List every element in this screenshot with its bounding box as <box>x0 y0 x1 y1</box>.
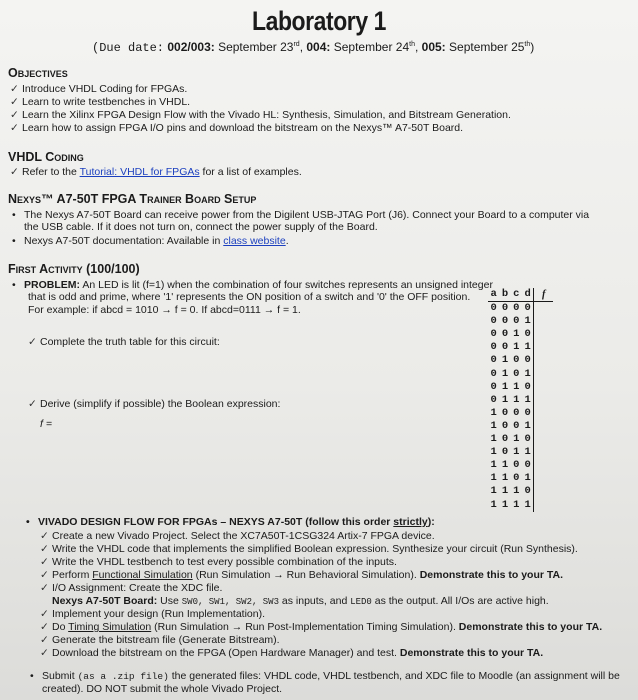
check-icon: ✓ <box>40 647 49 659</box>
truth-table-cell: 0 <box>524 406 531 419</box>
truth-table-row <box>488 394 553 407</box>
check-icon: ✓ <box>10 83 19 95</box>
header-b: b <box>499 288 510 302</box>
f-equation: f = <box>40 418 52 430</box>
truth-table-cell: 1 <box>501 472 509 485</box>
truth-table-cell: 0 <box>513 472 520 485</box>
bullet-icon: • <box>12 235 16 247</box>
truth-table-row <box>488 302 553 316</box>
truth-table-cell: 0 <box>501 328 509 341</box>
vivado-step: ✓ Write the VHDL code that implements the simplified Boolean expression. Synthesize your circuit (Run Synthesis). <box>40 543 578 555</box>
f-output-cell[interactable] <box>534 354 554 367</box>
truth-table-row <box>488 446 553 459</box>
truth-table-cell: 0 <box>513 302 520 315</box>
f-output-cell[interactable] <box>534 420 554 433</box>
vivado-step: ✓ Write the VHDL testbench to test every possible combination of the inputs. <box>40 556 397 568</box>
objective-item: ✓ Learn to write testbenches in VHDL. <box>10 96 191 108</box>
truth-table-cell: 1 <box>524 446 531 459</box>
truth-table-cell: 1 <box>490 485 497 498</box>
truth-table-cell: 1 <box>524 472 531 485</box>
f-output-cell[interactable] <box>534 407 554 420</box>
truth-table-row <box>488 354 553 367</box>
truth-table-cell: 1 <box>524 341 531 354</box>
f-output-cell[interactable] <box>534 381 554 394</box>
bullet-icon: • <box>12 279 16 291</box>
truth-table-row <box>488 472 553 485</box>
vivado-heading: • VIVADO DESIGN FLOW FOR FPGAs – NEXYS A7-50T (follow this order strictly): <box>26 516 435 528</box>
truth-table-cell: 1 <box>513 433 520 446</box>
truth-table-cell: 0 <box>513 367 520 380</box>
nexys-bullet-2: • Nexys A7-50T documentation: Available in class website. <box>12 235 289 247</box>
vivado-step: ✓ Do Timing Simulation (Run Simulation → Run Post-Implementation Timing Simulation). Demonstrate this to your TA. <box>40 621 603 633</box>
bullet-icon: • <box>30 670 34 682</box>
truth-table-row <box>488 381 553 394</box>
check-icon: ✓ <box>40 582 49 594</box>
f-output-cell[interactable] <box>534 485 554 498</box>
vivado-step: ✓ Generate the bitstream file (Generate Bitstream). <box>40 634 280 646</box>
check-icon: ✓ <box>40 556 49 568</box>
f-output-cell[interactable] <box>534 328 554 341</box>
truth-table-cell: 0 <box>490 315 497 328</box>
check-icon: ✓ <box>40 621 49 633</box>
header-a: a <box>488 288 499 302</box>
truth-table-row <box>488 459 553 472</box>
truth-table-cell: 0 <box>501 315 509 328</box>
truth-table-row <box>488 485 553 498</box>
tutorial-link[interactable]: Tutorial: VHDL for FPGAs <box>79 166 200 178</box>
vivado-step: ✓ Perform Functional Simulation (Run Simulation → Run Behavioral Simulation). Demonstrate this to your TA. <box>40 569 564 581</box>
truth-table-cell: 1 <box>513 380 520 393</box>
f-output-cell[interactable] <box>534 368 554 381</box>
truth-table-cell: 1 <box>490 459 497 472</box>
truth-table-cell: 0 <box>524 485 531 498</box>
truth-table-cell: 0 <box>490 341 497 354</box>
truth-table-cell: 1 <box>490 498 497 511</box>
truth-table-cell: 1 <box>501 459 509 472</box>
class-website-link[interactable]: class website <box>223 235 286 247</box>
header-c: c <box>511 288 522 302</box>
derive-item: ✓ Derive (simplify if possible) the Boolean expression: <box>28 398 281 410</box>
nexys-heading: Nexys™ A7-50T FPGA Trainer Board Setup <box>8 192 257 206</box>
check-icon: ✓ <box>28 336 37 348</box>
check-icon: ✓ <box>10 122 19 134</box>
truth-table-row <box>488 407 553 420</box>
nexys-bullet-1-cont: the USB cable. If it does not turn on, connect the power supply of the Board. <box>24 221 378 233</box>
check-icon: ✓ <box>40 569 49 581</box>
truth-table-cell: 0 <box>513 406 520 419</box>
submit-line-2: created). DO NOT submit the whole Vivado Project. <box>42 683 283 695</box>
problem-line-1: • PROBLEM: An LED is lit (f=1) when the combination of four switches represents an unsigned integer <box>12 279 493 291</box>
truth-table-cell: 0 <box>490 380 497 393</box>
f-output-cell[interactable] <box>534 302 554 316</box>
truth-table-cell: 0 <box>524 302 531 315</box>
truth-table-cell: 0 <box>490 302 497 315</box>
f-output-cell[interactable] <box>534 472 554 485</box>
truth-table-cell: 0 <box>501 406 509 419</box>
truth-table-row <box>488 315 553 328</box>
bullet-icon: • <box>12 209 16 221</box>
truth-table-cell: 1 <box>513 341 520 354</box>
vivado-step: ✓ Create a new Vivado Project. Select the XC7A50T-1CSG324 Artix-7 FPGA device. <box>40 530 435 542</box>
f-output-cell[interactable] <box>534 394 554 407</box>
header-f: f <box>534 288 554 302</box>
truth-table-header <box>488 288 553 302</box>
page-title: Laboratory 1 <box>252 6 386 36</box>
truth-table <box>488 288 553 512</box>
truth-table-cell: 1 <box>490 419 497 432</box>
truth-table-cell: 0 <box>490 367 497 380</box>
truth-table-cell: 1 <box>490 406 497 419</box>
truth-table-cell: 0 <box>524 459 531 472</box>
board-assignment: Nexys A7-50T Board: Use SW0, SW1, SW2, SW3 as inputs, and LED0 as the output. All I/Os are active high. <box>52 595 549 607</box>
truth-table-cell: 1 <box>524 367 531 380</box>
f-output-cell[interactable] <box>534 459 554 472</box>
truth-table-cell: 1 <box>501 393 509 406</box>
truth-table-cell: 1 <box>501 485 509 498</box>
truth-table-cell: 1 <box>524 393 531 406</box>
nexys-bullet-1: • The Nexys A7-50T Board can receive power from the Digilent USB-JTAG Port (J6). Connect your Board to a computer via <box>12 209 590 221</box>
truth-table-cell: 1 <box>501 380 509 393</box>
f-output-cell[interactable] <box>534 499 554 512</box>
problem-line-2: that is odd and prime, where '1' represents the ON position of a switch and '0' the OFF position. <box>28 291 471 303</box>
check-icon: ✓ <box>10 96 19 108</box>
submit-line-1: • Submit (as a .zip file) the generated files: VHDL code, VHDL testbench, and XDC file to Moodle (an assignment will be <box>30 670 620 682</box>
truth-table-cell: 1 <box>490 433 497 446</box>
objective-item: ✓ Learn the Xilinx FPGA Design Flow with the Vivado HL: Synthesis, Simulation, and Bitstream Generation. <box>10 109 511 121</box>
truth-table-cell: 1 <box>513 328 520 341</box>
truth-table-cell: 0 <box>490 328 497 341</box>
f-output-cell[interactable] <box>534 433 554 446</box>
truth-table-cell: 1 <box>490 472 497 485</box>
check-icon: ✓ <box>40 608 49 620</box>
truth-table-row <box>488 499 553 512</box>
objectives-heading: Objectives <box>8 66 68 80</box>
vivado-step: ✓ Download the bitstream on the FPGA (Open Hardware Manager) and test. Demonstrate this to your TA. <box>40 647 544 659</box>
due-dates: (Due date: 002/003: September 23rd, 004: September 24th, 005: September 25th) <box>92 40 535 55</box>
truth-table-cell: 0 <box>513 315 520 328</box>
truth-table-row <box>488 420 553 433</box>
truth-table-cell: 0 <box>513 354 520 367</box>
truth-table-cell: 0 <box>501 433 509 446</box>
truth-table-cell: 0 <box>513 459 520 472</box>
truth-table-cell: 1 <box>524 315 531 328</box>
truth-table-cell: 0 <box>490 393 497 406</box>
vhdl-heading: VHDL Coding <box>8 150 84 164</box>
truth-table-cell: 1 <box>513 446 520 459</box>
truth-table-row <box>488 341 553 354</box>
truth-table-row <box>488 368 553 381</box>
truth-table-cell: 1 <box>501 354 509 367</box>
truth-table-cell: 1 <box>501 498 509 511</box>
problem-example: For example: if abcd = 1010 → f = 0. If abcd=0111 → f = 1. <box>28 304 301 316</box>
truth-table-item: ✓ Complete the truth table for this circuit: <box>28 336 220 348</box>
check-icon: ✓ <box>40 543 49 555</box>
check-icon: ✓ <box>28 398 37 410</box>
truth-table-row <box>488 433 553 446</box>
truth-table-cell: 0 <box>501 419 509 432</box>
objective-item: ✓ Learn how to assign FPGA I/O pins and download the bitstream on the Nexys™ A7-50T Board. <box>10 122 464 134</box>
truth-table-cell: 0 <box>524 354 531 367</box>
vivado-step: ✓ I/O Assignment: Create the XDC file. <box>40 582 223 594</box>
truth-table-cell: 0 <box>501 302 509 315</box>
bullet-icon: • <box>26 516 30 528</box>
check-icon: ✓ <box>10 166 19 178</box>
truth-table-row <box>488 328 553 341</box>
f-output-cell[interactable] <box>534 446 554 459</box>
f-output-cell[interactable] <box>534 315 554 328</box>
truth-table-cell: 1 <box>524 498 531 511</box>
first-activity-heading: First Activity (100/100) <box>8 262 140 276</box>
truth-table-cell: 1 <box>524 419 531 432</box>
truth-table-cell: 0 <box>501 446 509 459</box>
check-icon: ✓ <box>40 634 49 646</box>
truth-table-cell: 1 <box>513 485 520 498</box>
check-icon: ✓ <box>10 109 19 121</box>
truth-table-cell: 0 <box>490 354 497 367</box>
truth-table-cell: 1 <box>513 498 520 511</box>
truth-table-cell: 0 <box>513 419 520 432</box>
vivado-step: ✓ Implement your design (Run Implementation). <box>40 608 266 620</box>
check-icon: ✓ <box>40 530 49 542</box>
vhdl-item: ✓ Refer to the Tutorial: VHDL for FPGAs for a list of examples. <box>10 166 302 178</box>
truth-table-cell: 0 <box>524 380 531 393</box>
header-d: d <box>522 288 534 302</box>
objective-item: ✓ Introduce VHDL Coding for FPGAs. <box>10 83 188 95</box>
f-output-cell[interactable] <box>534 341 554 354</box>
truth-table-cell: 1 <box>490 446 497 459</box>
truth-table-cell: 0 <box>501 341 509 354</box>
truth-table-cell: 0 <box>524 328 531 341</box>
truth-table-cell: 1 <box>501 367 509 380</box>
truth-table-cell: 0 <box>524 433 531 446</box>
truth-table-cell: 1 <box>513 393 520 406</box>
